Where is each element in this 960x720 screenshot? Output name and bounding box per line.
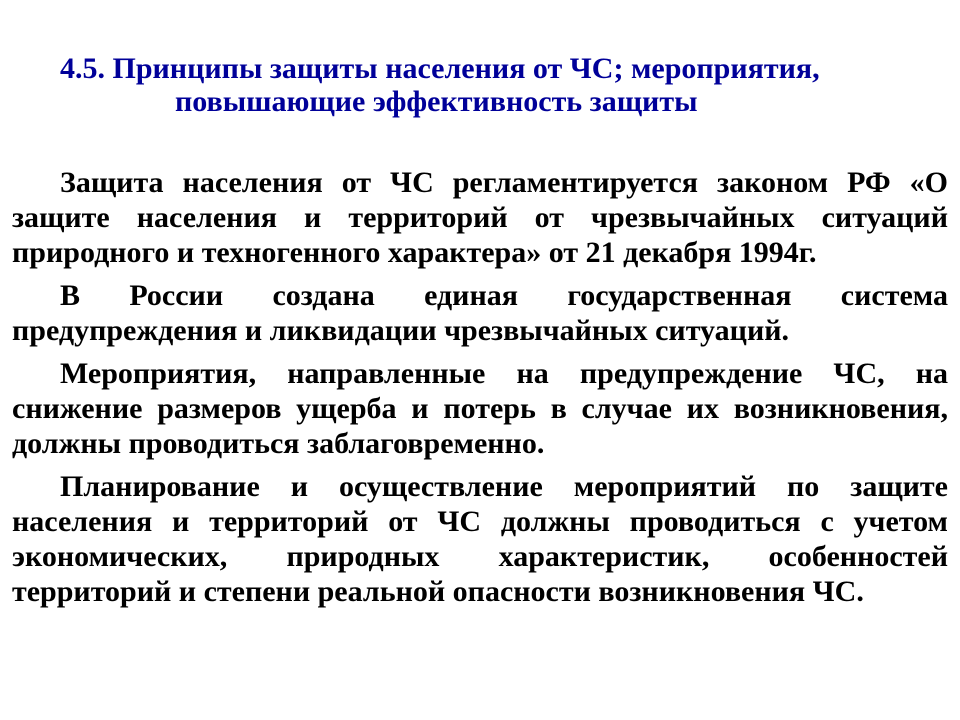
slide-title <box>60 52 940 118</box>
slide-body <box>12 165 948 617</box>
slide-title-line-1: 4.5. Принципы защиты населения от ЧС; мероприятия, <box>60 52 820 85</box>
paragraph-state-system: В России создана единая государственная система предупреждения и ликвидации чрезвычайных ситуаций. <box>12 279 948 347</box>
paragraph-prevention-measures: Мероприятия, направленные на предупреждение ЧС, на снижение размеров ущерба и потерь в случае их возникновения, должны проводиться заблаговременно. <box>12 357 948 460</box>
slide-title-line-2: повышающие эффективность защиты <box>175 85 698 118</box>
paragraph-planning: Планирование и осуществление мероприятий по защите населения и территорий от ЧС должны проводиться с учетом экономических, природных характеристик, особенностей территорий и степени реальной опасности возникновения ЧС. <box>12 470 948 608</box>
paragraph-law: Защита населения от ЧС регламентируется законом РФ «О защите населения и территорий от чрезвычайных ситуаций природного и техногенного характера» от 21 декабря 1994г. <box>12 166 948 269</box>
